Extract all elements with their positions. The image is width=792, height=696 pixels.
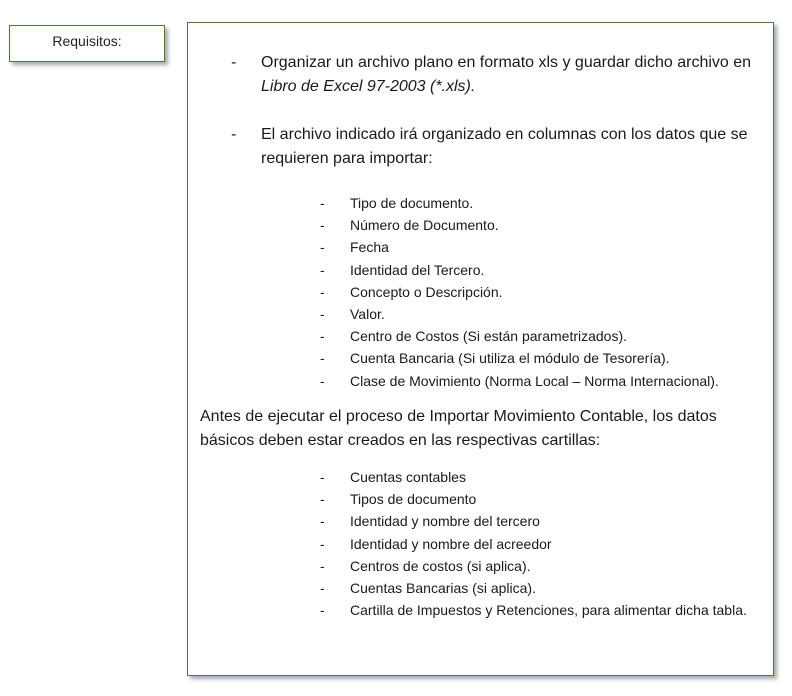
list-dash: - (320, 328, 325, 345)
bullet-1-text: Organizar un archivo plano en formato xls y guardar dicho archivo en (261, 54, 752, 71)
list-dash: - (320, 350, 325, 367)
list-dash: - (320, 580, 325, 596)
prerequisites-paragraph (200, 405, 770, 453)
list-dash: - (320, 557, 325, 574)
list-dash: - (320, 513, 325, 530)
field-item: Número de Documento. (350, 217, 499, 234)
list-dash: - (320, 195, 325, 211)
list-dash: - (320, 217, 325, 234)
bullet-1 (261, 51, 761, 99)
list-dash: - (320, 283, 325, 300)
list-dash: - (320, 535, 325, 552)
list-dash: - (320, 372, 325, 389)
bullet-dash: - (231, 126, 237, 143)
master-data-item: Cuentas contables (350, 469, 466, 485)
field-item: Fecha (350, 239, 389, 256)
bullet-2 (261, 123, 761, 171)
field-item: Cuenta Bancaria (Si utiliza el módulo de Tesorería). (350, 350, 670, 367)
master-data-item: Centros de costos (si aplica). (350, 557, 531, 574)
bullet-1-italic: Libro de Excel 97-2003 (*.xls). (261, 78, 476, 95)
field-item: Tipo de documento. (350, 195, 474, 211)
list-dash: - (320, 239, 325, 256)
list-dash: - (320, 469, 325, 485)
requisitos-label (9, 25, 165, 62)
field-item: Clase de Movimiento (Norma Local – Norma Internacional). (350, 372, 719, 389)
bullet-2-text: El archivo indicado irá organizado en columnas con los datos que se requieren para importar: (261, 126, 748, 167)
prerequisites-text: Antes de ejecutar el proceso de Importar Movimiento Contable, los datos básicos deben estar creados en las respectivas cartillas: (200, 408, 717, 449)
list-dash: - (320, 602, 325, 619)
master-data-item: Identidad y nombre del acreedor (350, 535, 552, 552)
field-item: Centro de Costos (Si están parametrizados). (350, 328, 628, 345)
field-item: Concepto o Descripción. (350, 283, 503, 300)
list-dash: - (320, 261, 325, 278)
master-data-item: Identidad y nombre del tercero (350, 513, 540, 530)
list-dash: - (320, 306, 325, 322)
master-data-item: Cuentas Bancarias (si aplica). (350, 580, 536, 596)
field-item: Identidad del Tercero. (350, 261, 485, 278)
master-data-item: Cartilla de Impuestos y Retenciones, para alimentar dicha tabla. (350, 602, 747, 619)
master-data-item: Tipos de documento (350, 491, 477, 508)
bullet-dash: - (231, 54, 237, 71)
list-dash: - (320, 491, 325, 508)
requisitos-label-text: Requisitos: (52, 33, 122, 49)
field-item: Valor. (350, 306, 385, 322)
